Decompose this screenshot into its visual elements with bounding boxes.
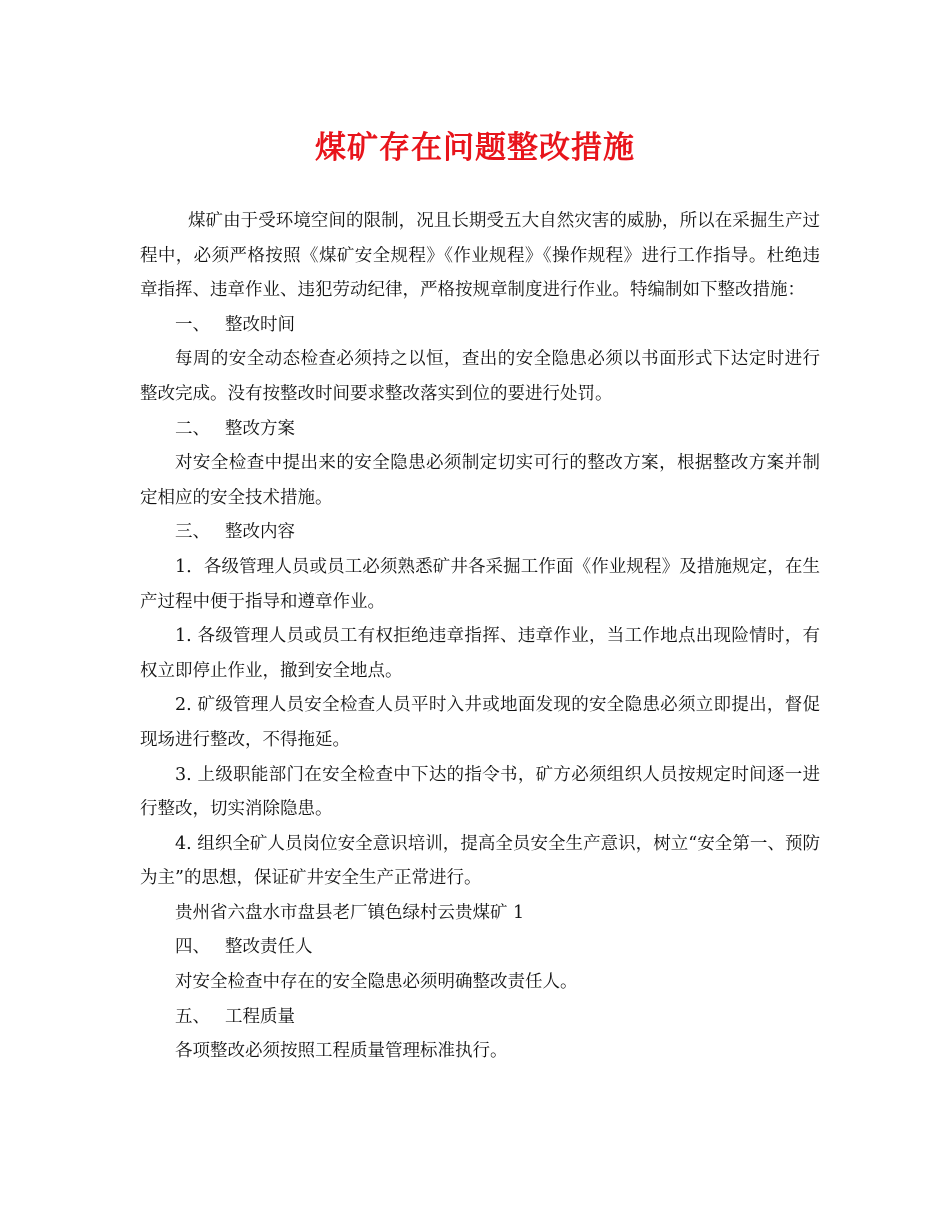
- page-footer-line: 贵州省六盘水市盘县老厂镇色绿村云贵煤矿 1: [175, 902, 525, 923]
- section-heading-3: [140, 515, 820, 550]
- document-body: [140, 204, 820, 1069]
- section-number-4: 四、: [175, 937, 210, 958]
- section-text-5: 各项整改必须按照工程质量管理标准执行。: [175, 1041, 508, 1062]
- section-number-5: 五、: [175, 1006, 210, 1027]
- section-heading-5: [140, 1000, 820, 1035]
- intro-paragraph: 煤矿由于受环境空间的限制，况且长期受五大自然灾害的威胁，所以在采掘生产过程中，必须严格按照《煤矿安全规程》《作业规程》《操作规程》进行工作指导。杜绝违章指挥、违章作业、违犯劳动纪律，严格按规章制度进行作业。特编制如下整改措施：: [140, 211, 820, 301]
- section-number-1: 一、: [175, 314, 210, 335]
- section-heading-1: [140, 308, 820, 343]
- section-number-3: 三、: [175, 522, 210, 543]
- document-title: 煤矿存在问题整改措施: [315, 130, 635, 166]
- section-text-1: 每周的安全动态检查必须持之以恒，查出的安全隐患必须以书面形式下达定时进行整改完成。没有按整改时间要求整改落实到位的要进行处罚。: [140, 349, 820, 404]
- list-item: 4. 组织全矿人员岗位安全意识培训，提高全员安全生产意识，树立“安全第一、预防为主”的思想，保证矿井安全生产正常进行。: [140, 833, 820, 889]
- section-title-3: 整改内容: [225, 522, 295, 543]
- list-item: 2. 矿级管理人员安全检查人员平时入井或地面发现的安全隐患必须立即提出，督促现场进行整改，不得拖延。: [140, 695, 820, 750]
- section-heading-4: [140, 930, 820, 965]
- section-title-1: 整改时间: [225, 314, 295, 335]
- list-item: 3. 上级职能部门在安全检查中下达的指令书，矿方必须组织人员按规定时间逐一进行整改，切实消除隐患。: [140, 764, 820, 820]
- list-item: 1. 各级管理人员或员工有权拒绝违章指挥、违章作业，当工作地点出现险情时，有权立即停止作业，撤到安全地点。: [140, 626, 820, 681]
- section-title-5: 工程质量: [225, 1006, 295, 1027]
- section-text-4: 对安全检查中存在的安全隐患必须明确整改责任人。: [175, 972, 578, 993]
- section-number-2: 二、: [175, 418, 210, 439]
- section-title-4: 整改责任人: [225, 937, 313, 958]
- section-heading-2: [140, 412, 820, 447]
- section-title-2: 整改方案: [225, 418, 295, 439]
- section-text-2: 对安全检查中提出来的安全隐患必须制定切实可行的整改方案，根据整改方案并制定相应的安全技术措施。: [140, 453, 820, 508]
- list-item: 1．各级管理人员或员工必须熟悉矿井各采掘工作面《作业规程》及措施规定，在生产过程中便于指导和遵章作业。: [140, 556, 820, 612]
